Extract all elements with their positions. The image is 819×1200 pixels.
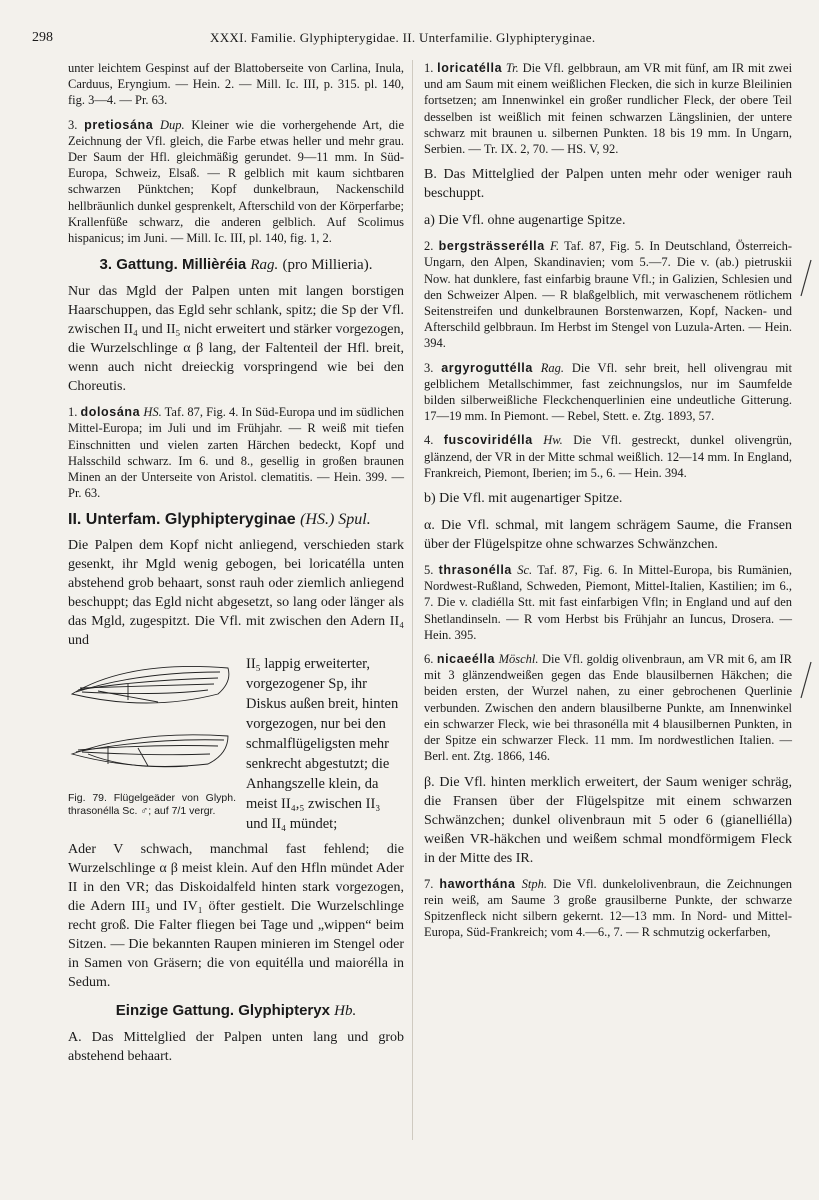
figure-caption: Fig. 79. Flügelgeäder von Glyph. thrasonélla Sc. ♂; auf 7/1 vergr. — [68, 792, 236, 818]
species-number: 5. — [424, 563, 434, 578]
paragraph: Die Palpen dem Kopf nicht anliegend, verschieden stark gesenkt, ihr Mgld wenig gebogen, bei loricatélla unten abstehend grob behaart, sonst rauh oder ziemlich anliegend beschuppt; das Egld nicht abgesetzt, so lang oder länger als das Mgld, zugespitzt. Die Vfl. mit zwischen den Adern II₄ und — [68, 538, 404, 649]
species-name: haworthána — [439, 876, 516, 891]
species-entry — [424, 651, 792, 764]
species-author: HS. — [143, 405, 162, 420]
wing-venation-figure — [68, 654, 236, 784]
figure-block — [68, 654, 404, 834]
species-name: dolosána — [80, 405, 141, 420]
heading-text: II. Unterfam. Glyphipteryginae — [68, 511, 296, 529]
species-text: Die Vfl. goldig olivenbraun, am VR mit 6, am IR mit 3 glänzendweißen gegen das Ende blausilbernen Häkchen; die beiden ersten, der Wurzel nahen, zu einer gebrochenen Querlinie verbunden. Zwischen den andern blausilberne Punkte, am Innenwinkel ein schwarzer Fleck, wie bei thrasonélla mit 4 blausilbernen Punkten, in der Spitze ein schwarzer Fleck. 11 mm. Im nordwestlichen Italien. — Berl. ent. Ztg. 1866, 146. — [424, 652, 793, 764]
key-line: a) Die Vfl. ohne augenartige Spitze. — [424, 213, 626, 229]
species-author: Möschl. — [498, 652, 539, 667]
species-number: 7. — [424, 876, 434, 891]
left-column — [68, 60, 404, 1074]
species-number: 2. — [424, 239, 434, 254]
key-line: B. Das Mittelglied der Palpen unten mehr oder weniger rauh beschuppt. — [424, 167, 792, 202]
species-number: 3. — [424, 360, 434, 375]
species-text: Kleiner wie die vorhergehende Art, die Zeichnung der Vfl. gleich, die Farbe etwas heller und mehr grau. Der Saum der Hfl. gleichmäßig gerundet. 9—11 mm. In Süd-Europa, Schweiz, Elsaß. — R gelblich mit kaum sichtbaren schwarzen Pünktchen; Kopf dunkelbraun, Nackenschild hellbräunlich dunkel gesprenkelt, Afterschild von der Körperfarbe; Krallenfüße schwarz, die anderen gelblich. Auf Scolimus hispanicus; im Juni. — Mill. Ic. III, pl. 140, fig. 1, 2. — [68, 117, 405, 246]
section-heading — [68, 256, 404, 274]
heading-text: 3. Gattung. Millièréia — [99, 256, 247, 274]
species-entry — [424, 432, 792, 481]
species-text: Die Vfl. gelbbraun, am VR mit fünf, am IR mit zwei und am Saum mit einem weißlichen Flecken, die sich in kurze Bleilinien fortsetzen; am Innenwinkel ein großer rundlicher Fleck, der obere Teil desselben ist weißlich mit feinen schwarzen Längslinien, der untere schwarz mit braunen u. silbernen Punkten. 18 bis 19 mm. In Ungarn, Serbien. — Tr. IX. 2, 70. — HS. V, 92. — [424, 61, 793, 157]
figure-side-text: II₅ lappig erweiterter, vorgezogener Sp, ihr Diskus außen breit, hinten vorgezogen, nur bei den schmalflügeligsten mehr senkrecht abgestutzt; die Anhangszelle klein, da meist II₄,₅ zwischen II₃ und II₄ mündet; — [246, 656, 399, 833]
species-entry — [424, 238, 792, 351]
key-line: b) Die Vfl. mit augenartiger Spitze. — [424, 491, 623, 507]
margin-mark — [799, 660, 813, 700]
paragraph: A. Das Mittelglied der Palpen unten lang und grob abstehend behaart. — [68, 1030, 404, 1065]
species-text: Die Vfl. dunkelolivenbraun, die Zeichnungen rein weiß, am Saume 3 große grausilberne Punkte, der schwarze Spitzenfleck nicht silbern gekernt. 12—13 mm. In Nord- und Mittel-Europa, Süd-Frankreich; vom 4.—6., 7. — R schmutzig ockerfarben, — [424, 876, 793, 940]
species-entry — [424, 876, 792, 941]
right-column — [424, 60, 792, 948]
species-text: Taf. 87, Fig. 5. In Deutschland, Österreich-Ungarn, den Alpen, Skandinavien; vom 5.—7. Die v. (ab.) pietruskii Now. hat dunklere, fast einfarbig braune Vfl.; in Galizien, Schlesien und den Schweizer Alpen. — R blaßgelblich, mit verwaschenem rötlichem Seitenstreifen und dunkelbraunen Borstenwarzen, Kopf, Nacken- und Afterschild gelbbraun. Im Herbst im Stengel von Luzula-Arten. — Hein. 394. — [424, 239, 793, 351]
species-name: pretiosána — [84, 117, 154, 132]
paragraph: Ader V schwach, manchmal fast fehlend; die Wurzelschlinge α β meist klein. Auf den Hfln mündet Ader II in den VR; das Diskoidalfeld hinten stark vorgezogen, die Adern III₃ und IV₁ öfter gestielt. Die Wurzelschlinge recht groß. Die Falter fliegen bei Tage und „wippen“ beim Sitzen. — Die bekannten Raupen minieren im Stengel oder in Samen von Gräsern; die von equitélla und maiorélla in Sedum. — [68, 842, 404, 991]
species-author: Sc. — [517, 563, 533, 578]
species-name: bergsträsserélla — [438, 239, 545, 254]
species-author: F. — [550, 239, 560, 254]
heading-tail: (pro Millieria). — [282, 257, 373, 274]
species-number: 1. — [424, 61, 434, 75]
species-name: loricatélla — [437, 61, 503, 75]
species-author: Hw. — [543, 433, 563, 448]
paragraph: Nur das Mgld der Palpen unten mit langen borstigen Haarschuppen, das Egld sehr schlank, spitz; die Sp der Vfl. zwischen II₄ und II₅ nicht erweitert und stärker vorgezogen, die Wurzelschlinge α β lang, der Faltenteil der Hfl. breit, wenn auch nicht dreieckig vorspringend wie bei den Choreutis. — [68, 284, 404, 395]
column-divider — [412, 60, 413, 1140]
species-number: 6. — [424, 652, 434, 667]
species-name: argyroguttélla — [441, 360, 533, 375]
species-entry — [424, 360, 792, 425]
species-name: fuscoviridélla — [443, 433, 533, 448]
paragraph: unter leichtem Gespinst auf der Blattoberseite von Carlina, Inula, Carduus, Eryngium. — Hein. 2. — Mill. Ic. III, p. 315. pl. 140, fig. 3—4. — Pr. 63. — [68, 61, 404, 108]
species-entry — [68, 117, 404, 247]
subfamily-heading — [68, 511, 404, 528]
species-name: thrasonélla — [438, 563, 512, 578]
species-author: Dup. — [160, 117, 185, 132]
running-header — [30, 30, 779, 50]
genus-heading — [68, 1002, 404, 1020]
heading-author: Hb. — [334, 1003, 357, 1020]
species-entry — [424, 60, 792, 157]
key-line: β. Die Vfl. hinten merklich erweitert, der Saum weniger schräg, die Fransen über der Flügelspitze mit einem schwarzen Schwänzchen; dunkel olivenbraun mit 5 oder 6 (gianelliélla) weißen VR-häkchen und weißem schmal mondförmigem Fleck in der Mitte des IR. — [424, 774, 792, 866]
species-author: Rag. — [540, 360, 565, 375]
species-author: Stph. — [521, 876, 547, 891]
species-text: Taf. 87, Fig. 6. In Mittel-Europa, bis Rumänien, Nordwest-Rußland, Schweden, Piemont, Mittel-Italien, Kastilien; im 6., 7. Die v. cladiélla Stt. mit fast einfarbigen Vfln; in England und auf den Shetlandinseln. — R vom Herbst bis Frühjahr an Iuncus, Drosera. — Hein. 395. — [424, 563, 793, 642]
key-line: α. Die Vfl. schmal, mit langem schrägem Saume, die Fransen über der Flügelspitze ohne schwarzes Schwänzchen. — [424, 518, 792, 553]
figure — [68, 654, 236, 834]
species-text: Taf. 87, Fig. 4. In Süd-Europa und im südlichen Mittel-Europa; im Juli und im Frühjahr. — R weiß mit tiefen Einschnitten und vielen zarten Härchen bedeckt, Kopf und Halsschild schwarz. Im 6. und 8., gesellig in großen braunen Minen an der Unterseite von Aristol. clematitis. — Hein. 399. — Pr. 63. — [68, 405, 405, 501]
species-number: 3. — [68, 117, 78, 132]
heading-author: (HS.) Spul. — [300, 511, 371, 529]
species-name: nicaeélla — [436, 652, 496, 667]
species-author: Tr. — [505, 61, 519, 75]
species-entry — [424, 562, 792, 643]
species-number: 4. — [424, 433, 434, 448]
species-number: 1. — [68, 405, 78, 420]
running-title: XXXI. Familie. Glyphipterygidae. II. Unterfamilie. Glyphipteryginae. — [210, 30, 596, 45]
species-entry — [68, 404, 404, 501]
species-text: Die Vfl. sehr breit, hell olivengrau mit gelblichem Metallschimmer, fast zeichnungslos, nur im Saumfelde bilden silberweißliche Fleckchenquerlinien eine undeutliche Gitterung. 17—19 mm. In Piemont. — Rebel, Stett. e. Ztg. 1893, 57. — [424, 360, 793, 424]
page-number: 298 — [32, 30, 53, 45]
margin-mark — [799, 258, 813, 298]
heading-text: Einzige Gattung. Glyphipteryx — [115, 1002, 330, 1020]
species-text: Die Vfl. gestreckt, dunkel olivengrün, glänzend, der VR in der Mitte schmal weißlich. 12—14 mm. In England, Frankreich, Piemont, Iberien; im 5., 6. — Hein. 394. — [424, 433, 793, 480]
heading-author: Rag. — [250, 257, 279, 274]
